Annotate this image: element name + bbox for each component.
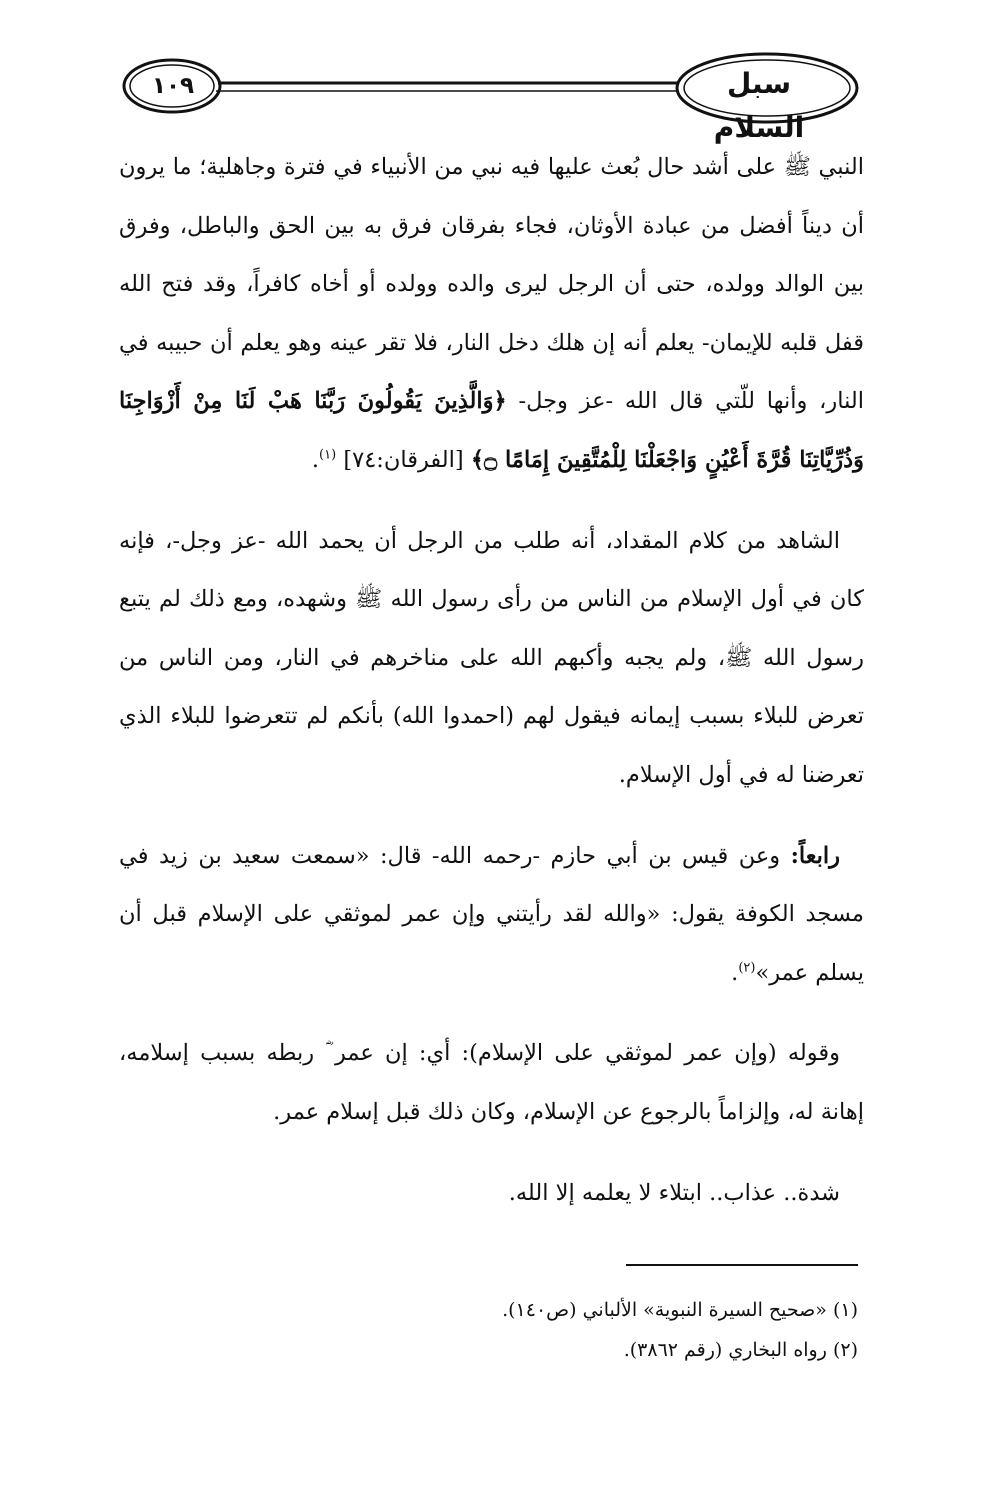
quran-reference: [الفرقان:٧٤] (336, 446, 471, 473)
paragraph-3-end: . (731, 959, 739, 986)
paragraph-3-lead: رابعاً: (790, 842, 840, 869)
paragraph-5: شدة.. عذاب.. ابتلاء لا يعلمه إلا الله. (508, 1179, 840, 1206)
book-title: سبل السلام (713, 67, 805, 144)
paragraph-2: الشاهد من كلام المقداد، أنه طلب من الرجل أن يحمد الله -عز وجل-، فإنه كان في أول الإسلام من الناس من رأى رسول الله ﷺ وشهده، ومع ذلك لم يتبع رسول الله ﷺ، ولم يجبه وأكبهم الله على مناخرهم في النار، ومن الناس من تعرض للبلاء بسبب إيمانه فيقول لهم (احمدوا الله) بأنكم لم تتعرضوا للبلاء الذي تعرضنا له في أول الإسلام. (119, 527, 864, 788)
paragraph-1-end: . (311, 446, 320, 473)
footnotes (158, 1290, 858, 1370)
paragraph-4: وقوله (وإن عمر لموثقي على الإسلام): أي: إن عمر ؓ ربطه بسبب إسلامه، إهانة له، وإلزاماً بالرجوع عن الإسلام، وكان ذلك قبل إسلام عمر. (119, 1040, 864, 1125)
paragraph-3 (119, 827, 864, 1003)
quran-verse: ﴿وَالَّذِينَ يَقُولُونَ رَبَّنَا هَبْ لَنَا مِنْ أَزْوَاجِنَا وَذُرِّيَّاتِنَا قُرَّةَ أَعْيُنٍ وَاجْعَلْنَا لِلْمُتَّقِينَ إِمَامًا ۝﴾ (119, 388, 864, 473)
footnote-marker-1: (١) (319, 447, 337, 463)
paragraph-1 (119, 138, 864, 490)
paragraph-1-text: النبي ﷺ على أشد حال بُعث عليها فيه نبي من الأنبياء في فترة وجاهلية؛ ما يرون أن ديناً أفضل من عبادة الأوثان، فجاء بفرقان فرق به بين الحق والباطل، وفرق بين الوالد وولده، حتى أن الرجل ليرى والده وولده أو أخاه كافراً، وقد فتح الله قفل قلبه للإيمان- يعلم أنه إن هلك دخل النار، فلا تقر عينه وهو يعلم أن حبيبه في النار، وأنها للّتي قال الله -عز وجل- (119, 154, 864, 415)
footnote-divider (626, 1264, 858, 1266)
footnote-1: (١) «صحيح السيرة النبوية» الألباني (ص١٤٠). (502, 1299, 858, 1321)
page-header (112, 48, 860, 144)
page-number: ١٠٩ (151, 73, 195, 99)
main-text (119, 138, 864, 1222)
footnote-2: (٢) رواه البخاري (رقم ٣٨٦٢). (623, 1339, 858, 1361)
paragraph-3-text: وعن قيس بن أبي حازم -رحمه الله- قال: «سمعت سعيد بن زيد في مسجد الكوفة يقول: «والله لقد رأيتني وإن عمر لموثقي على الإسلام قبل أن يسلم عمر» (119, 842, 864, 986)
footnote-marker-2: (٢) (738, 960, 756, 976)
